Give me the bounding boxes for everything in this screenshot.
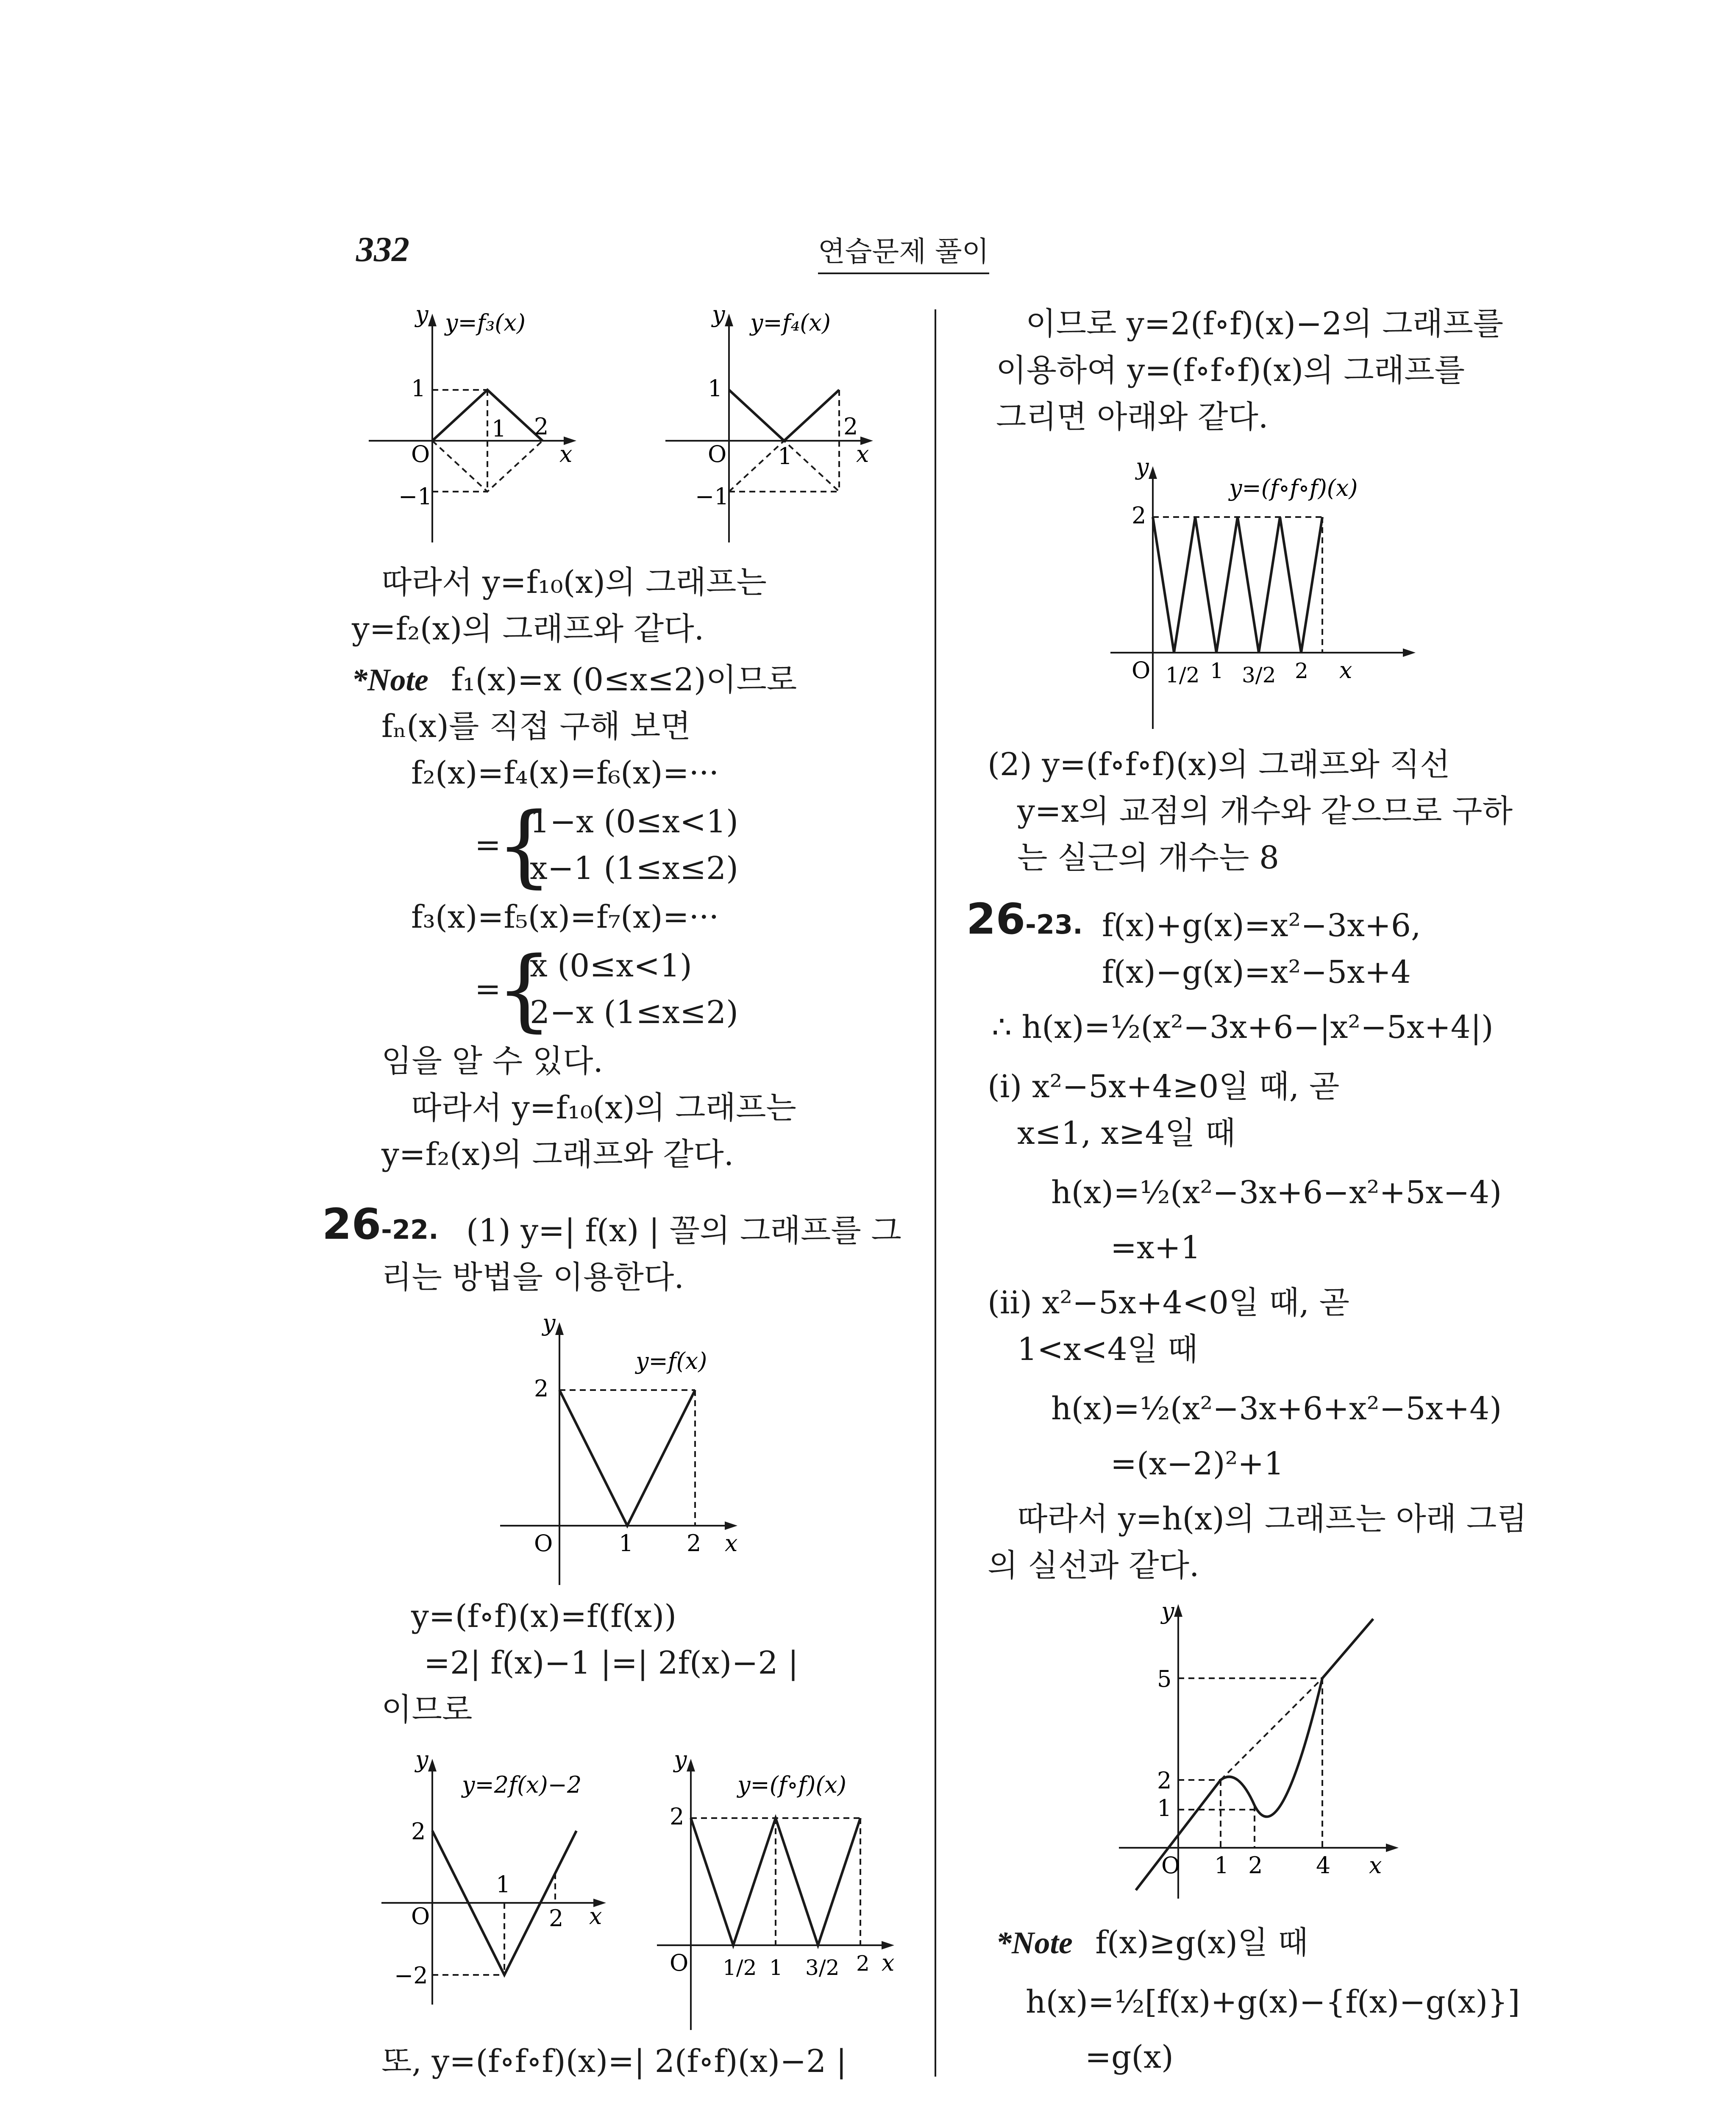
problem-number (322, 1199, 439, 1249)
equation: =x+1 (1110, 1229, 1201, 1266)
tick-origin: O (708, 441, 727, 467)
problem-number-main: 26 (966, 894, 1026, 944)
text-line: 1<x<4일 때 (1017, 1331, 1198, 1368)
text-line: 따라서 y=f₁₀(x)의 그래프는 (381, 564, 767, 601)
axis-y-label: y (712, 305, 725, 328)
equals: = (475, 827, 501, 863)
text-line: fₙ(x)를 직접 구해 보면 (381, 708, 691, 745)
tick-x-2: 2 (856, 1951, 870, 1976)
tick-x-4: 4 (1316, 1852, 1331, 1879)
tick-origin: O (1161, 1852, 1180, 1879)
text-line: 이므로 (381, 1691, 473, 1728)
text-line: x≤1, x≥4일 때 (1017, 1115, 1236, 1151)
tick-minus-1: −1 (398, 483, 432, 510)
text-line: 임을 알 수 있다. (381, 1043, 603, 1079)
tick-origin: O (411, 1903, 430, 1930)
graph-f4 (661, 305, 899, 542)
tick-2: 2 (534, 1375, 549, 1402)
tick-x-2: 2 (843, 413, 858, 440)
axis-x-label: x (856, 441, 869, 467)
equation: h(x)=½(x²−3x+6+x²−5x+4) (1051, 1390, 1502, 1427)
tick-x-1: 1 (496, 1871, 511, 1898)
problem-number-sub: -22. (381, 1214, 439, 1245)
tick-1: 1 (1157, 1795, 1172, 1821)
axis-x-label: x (559, 441, 573, 467)
graph-f-compose-f (648, 1750, 911, 2038)
column-divider (935, 309, 936, 2077)
graph-2f-minus-2 (373, 1750, 636, 2013)
problem-number-main: 26 (322, 1199, 381, 1249)
note-text: f(x)≥g(x)일 때 (1095, 1924, 1308, 1961)
text-line: 따라서 y=f₁₀(x)의 그래프는 (411, 1090, 796, 1126)
text-line: 따라서 y=h(x)의 그래프는 아래 그림 (1017, 1501, 1527, 1537)
case-line: 1−x (0≤x<1) (530, 804, 738, 840)
equation: =g(x) (1085, 2039, 1174, 2075)
case-line: 2−x (1≤x≤2) (530, 994, 738, 1031)
tick-minus-2: −2 (394, 1962, 428, 1989)
tick-2: 2 (670, 1803, 684, 1830)
axis-x-label: x (882, 1949, 895, 1976)
tick-3half: 3/2 (805, 1955, 840, 1980)
tick-x-1: 1 (769, 1955, 783, 1980)
equation: h(x)=½(x²−3x+6−x²+5x−4) (1051, 1174, 1502, 1211)
equation: =(x−2)²+1 (1110, 1446, 1284, 1482)
graph-f-compose-f-compose-f (1102, 458, 1424, 729)
note-label: *Note (352, 663, 428, 698)
problem-number (966, 894, 1083, 944)
equation: h(x)=½[f(x)+g(x)−{f(x)−g(x)}] (1026, 1984, 1520, 2020)
note-block (996, 1924, 1308, 1962)
tick-x-2: 2 (687, 1530, 701, 1557)
graph-f (492, 1314, 763, 1585)
axis-x-label: x (589, 1903, 602, 1930)
tick-2: 2 (411, 1818, 426, 1845)
note-label: *Note (996, 1926, 1073, 1960)
axis-x-label: x (725, 1530, 738, 1557)
tick-x-1: 1 (619, 1530, 634, 1557)
tick-minus-1: −1 (695, 483, 729, 510)
axis-y-label: y (674, 1750, 687, 1773)
tick-x-1: 1 (1210, 659, 1224, 683)
page-title: 연습문제 풀이 (818, 229, 989, 274)
tick-x-1: 1 (1214, 1852, 1229, 1879)
graph-f-label: y=f(x) (636, 1348, 707, 1374)
tick-x-2: 2 (549, 1905, 564, 1932)
text-line: 의 실선과 같다. (988, 1547, 1199, 1584)
text-line: (1) y=| f(x) | 꼴의 그래프를 그 (466, 1212, 901, 1249)
graph-f3-label: y=f₃(x) (445, 309, 526, 336)
tick-origin: O (534, 1530, 553, 1557)
axis-y-label: y (415, 1750, 428, 1773)
note-text: f₁(x)=x (0≤x≤2)이므로 (451, 662, 797, 698)
text-line: 리는 방법을 이용한다. (381, 1259, 684, 1296)
tick-x-1: 1 (778, 443, 793, 470)
equation: f₃(x)=f₅(x)=f₇(x)=··· (411, 899, 719, 935)
equation: f(x)−g(x)=x²−5x+4 (1102, 954, 1411, 990)
axis-x-label: x (1369, 1852, 1382, 1879)
tick-2: 2 (1157, 1767, 1172, 1794)
tick-origin: O (670, 1949, 689, 1976)
equals: = (475, 971, 501, 1007)
note-block (352, 661, 797, 699)
equation: =2| f(x)−1 |=| 2f(x)−2 | (424, 1645, 798, 1681)
problem-number-sub: -23. (1025, 909, 1083, 940)
brace: { (496, 937, 553, 1041)
case-heading: (ii) x²−5x+4<0일 때, 곧 (988, 1285, 1350, 1321)
tick-half: 1/2 (1166, 663, 1200, 687)
case-line: x (0≤x<1) (530, 948, 692, 984)
graph-f3 (364, 305, 602, 542)
graph-2f-label: y=2f(x)−2 (462, 1771, 582, 1798)
graph-f4-label: y=f₄(x) (750, 309, 831, 336)
text-line: 는 실근의 개수는 8 (1017, 840, 1280, 876)
axis-y-label: y (1136, 458, 1149, 480)
tick-origin: O (411, 441, 430, 467)
graph-ff-label: y=(f∘f)(x) (737, 1771, 846, 1798)
tick-1: 1 (708, 375, 723, 402)
text-line: y=f₂(x)의 그래프와 같다. (381, 1136, 734, 1173)
tick-x-2: 2 (534, 413, 549, 440)
equation: y=(f∘f)(x)=f(f(x)) (411, 1598, 677, 1635)
case-line: x−1 (1≤x≤2) (530, 850, 738, 887)
text-line: 또, y=(f∘f∘f)(x)=| 2(f∘f)(x)−2 | (381, 2043, 847, 2080)
equation: ∴ h(x)=½(x²−3x+6−|x²−5x+4|) (992, 1009, 1494, 1046)
axis-y-label: y (1161, 1602, 1174, 1624)
graph-h (1110, 1602, 1416, 1907)
case-heading: (i) x²−5x+4≥0일 때, 곧 (988, 1068, 1340, 1105)
axis-x-label: x (1339, 657, 1352, 684)
tick-half: 1/2 (723, 1955, 757, 1980)
tick-1: 1 (411, 375, 426, 402)
tick-2: 2 (1132, 502, 1146, 529)
axis-y-label: y (415, 305, 428, 328)
axis-y-label: y (542, 1314, 556, 1336)
tick-x-2: 2 (1295, 659, 1308, 683)
equation: f(x)+g(x)=x²−3x+6, (1102, 907, 1421, 944)
brace: { (496, 793, 553, 897)
text-line: (2) y=(f∘f∘f)(x)의 그래프와 직선 (988, 746, 1450, 783)
text-line: 그리면 아래와 같다. (996, 399, 1269, 435)
text-line: 이므로 y=2(f∘f)(x)−2의 그래프를 (1026, 306, 1504, 342)
text-line: y=f₂(x)의 그래프와 같다. (352, 611, 704, 647)
tick-origin: O (1132, 657, 1151, 684)
text-line: 이용하여 y=(f∘f∘f)(x)의 그래프를 (996, 352, 1465, 389)
tick-5: 5 (1157, 1666, 1172, 1692)
graph-fff-label: y=(f∘f∘f)(x) (1229, 475, 1358, 501)
tick-3half: 3/2 (1242, 663, 1276, 687)
equation: f₂(x)=f₄(x)=f₆(x)=··· (411, 755, 719, 791)
tick-x-2: 2 (1248, 1852, 1263, 1879)
text-line: y=x의 교점의 개수와 같으므로 구하 (1017, 793, 1513, 829)
tick-x-1: 1 (492, 415, 506, 442)
page-number: 332 (356, 230, 409, 269)
